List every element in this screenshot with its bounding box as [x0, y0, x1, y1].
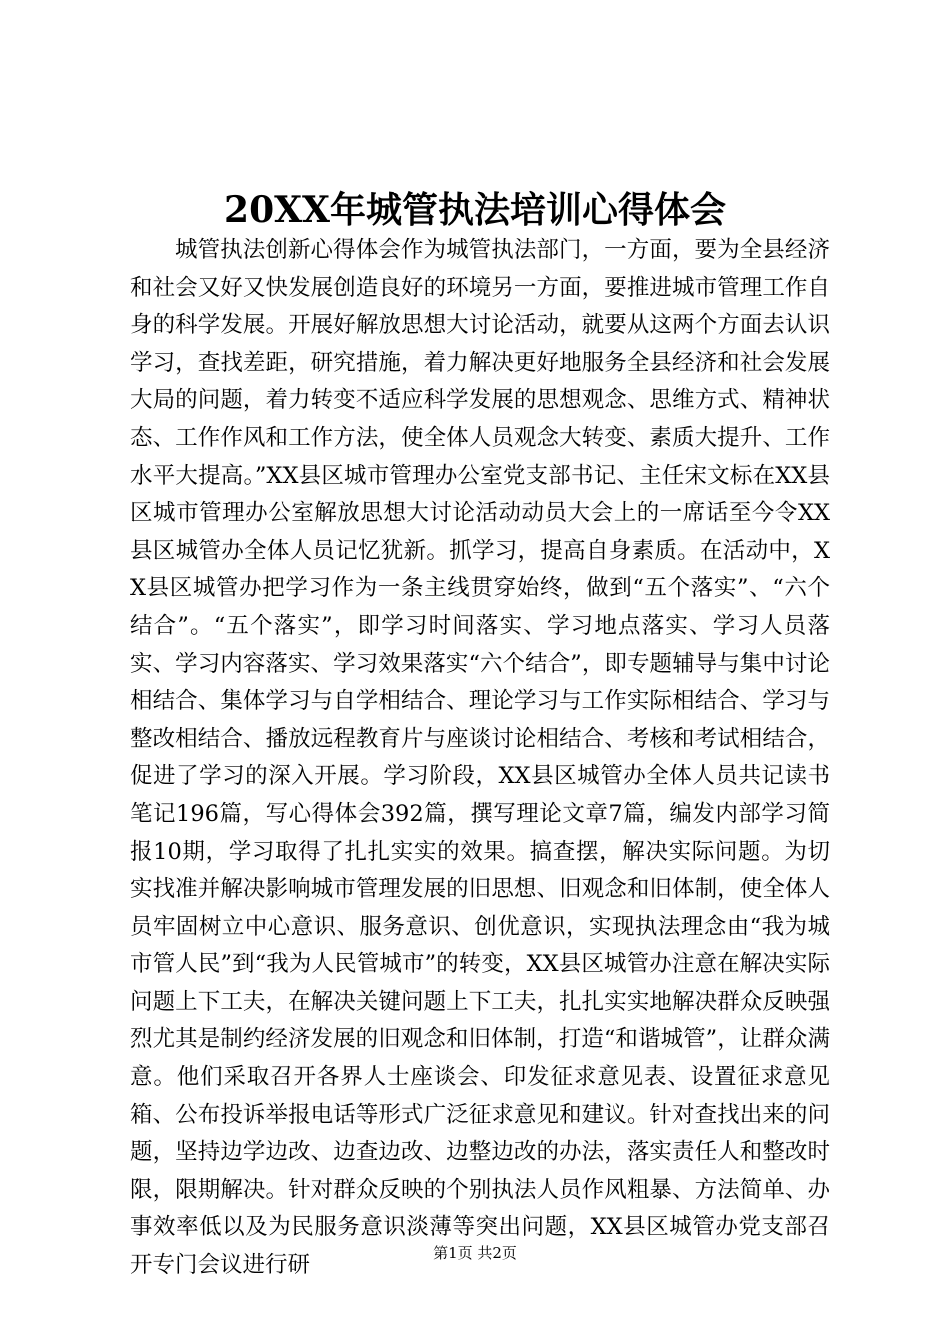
- document-body-paragraph: 城管执法创新心得体会作为城管执法部门，一方面，要为全县经济和社会又好又快发展创造良好的环境另一方面，要推进城市管理工作自身的科学发展。开展好解放思想大讨论活动，就要从这两个方面去认识学习，查找差距，研究措施，着力解决更好地服务全县经济和社会发展大局的问题，着力转变不适应科学发展的思想观念、思维方式、精神状态、工作作风和工作方法，使全体人员观念大转变、素质大提升、工作水平大提高。”XX县区城市管理办公室党支部书记、主任宋文标在XX县区城市管理办公室解放思想大讨论活动动员大会上的一席话至今令XX县区城管办全体人员记忆犹新。抓学习，提高自身素质。在活动中，XX县区城管办把学习作为一条主线贯穿始终，做到“五个落实”、“六个结合”。“五个落实”，即学习时间落实、学习地点落实、学习人员落实、学习内容落实、学习效果落实“六个结合”，即专题辅导与集中讨论相结合、集体学习与自学相结合、理论学习与工作实际相结合、学习与整改相结合、播放远程教育片与座谈讨论相结合、考核和考试相结合，促进了学习的深入开展。学习阶段，XX县区城管办全体人员共记读书笔记196篇，写心得体会392篇，撰写理论文章7篇，编发内部学习简报10期，学习取得了扎扎实实的效果。搞查摆，解决实际问题。为切实找准并解决影响城市管理发展的旧思想、旧观念和旧体制，使全体人员牢固树立中心意识、服务意识、创优意识，实现执法理念由“我为城市管人民”到“我为人民管城市”的转变，XX县区城管办注意在解决实际问题上下工夫，在解决关键问题上下工夫，扎扎实实地解决群众反映强烈尤其是制约经济发展的旧观念和旧体制，打造“和谐城管”，让群众满意。他们采取召开各界人士座谈会、印发征求意见表、设置征求意见箱、公布投诉举报电话等形式广泛征求意见和建议。针对查找出来的问题，坚持边学边改、边查边改、边整边改的办法，落实责任人和整改时限，限期解决。针对群众反映的个别执法人员作风粗暴、方法简单、办事效率低以及为民服务意识淡薄等突出问题，XX县区城管办党支部召开专门会议进行研: [130, 237, 830, 1279]
- page-number-footer: 第1页 共2页: [433, 1244, 517, 1262]
- document-title: 20XX年城管执法培训心得体会: [224, 189, 726, 231]
